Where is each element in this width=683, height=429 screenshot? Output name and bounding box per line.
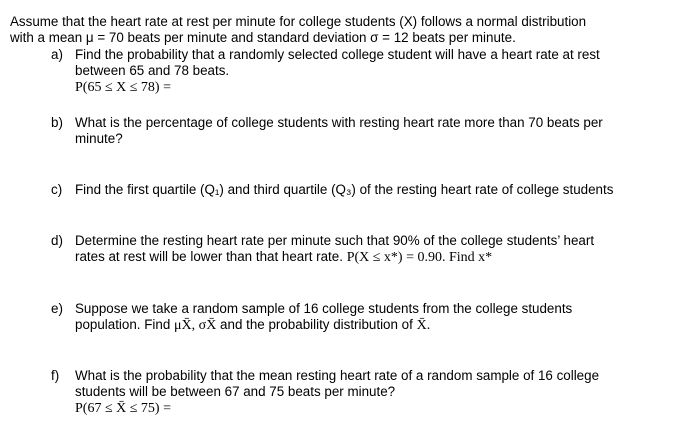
question-d-text-2: rates at rest will be lower than that heart rate.	[75, 249, 343, 264]
question-e-text-2: population. Find	[75, 317, 171, 332]
question-f-label: f)	[51, 368, 60, 383]
question-d-formula: P(X ≤ x*) = 0.90. Find x*	[346, 250, 493, 265]
question-d-text-row-2	[75, 249, 492, 266]
question-d-label: d)	[51, 233, 63, 248]
question-c-text-1: Find the first quartile (Q₁) and third quartile (Q₃) of the resting heart rate of college students	[75, 182, 614, 197]
question-b-label: b)	[51, 115, 63, 130]
question-e-text-1: Suppose we take a random sample of 16 college students from the college students	[75, 301, 573, 316]
question-f-formula: P(67 ≤ X̄ ≤ 75) =	[75, 401, 171, 416]
question-e-label: e)	[51, 301, 63, 316]
intro-line-2: with a mean μ = 70 beats per minute and standard deviation σ = 12 beats per minute.	[10, 30, 516, 45]
question-e-formula: μX̄, σX̄	[174, 318, 217, 333]
question-c-label: c)	[51, 182, 63, 197]
question-e-tail: and the probability distribution of	[220, 317, 413, 332]
intro-line-1: Assume that the heart rate at rest per minute for college students (X) follows a normal distribution	[10, 14, 587, 29]
question-f-text-2: students will be between 67 and 75 beats per minute?	[75, 384, 396, 399]
question-b-text-1: What is the percentage of college students with resting heart rate more than 70 beats per	[75, 115, 603, 130]
question-a-text-1: Find the probability that a randomly selected college student will have a heart rate at rest	[75, 47, 600, 62]
question-e-text-row-2	[75, 317, 430, 334]
question-a-label: a)	[51, 47, 63, 62]
question-e-tail-symbol: X̄.	[416, 318, 431, 333]
question-f-text-1: What is the probability that the mean resting heart rate of a random sample of 16 college	[75, 368, 600, 383]
question-b-text-2: minute?	[75, 131, 123, 146]
question-a-text-2: between 65 and 78 beats.	[75, 63, 230, 78]
question-d-text-1: Determine the resting heart rate per minute such that 90% of the college students’ heart	[75, 233, 595, 248]
question-a-formula: P(65 ≤ X ≤ 78) =	[75, 80, 171, 95]
